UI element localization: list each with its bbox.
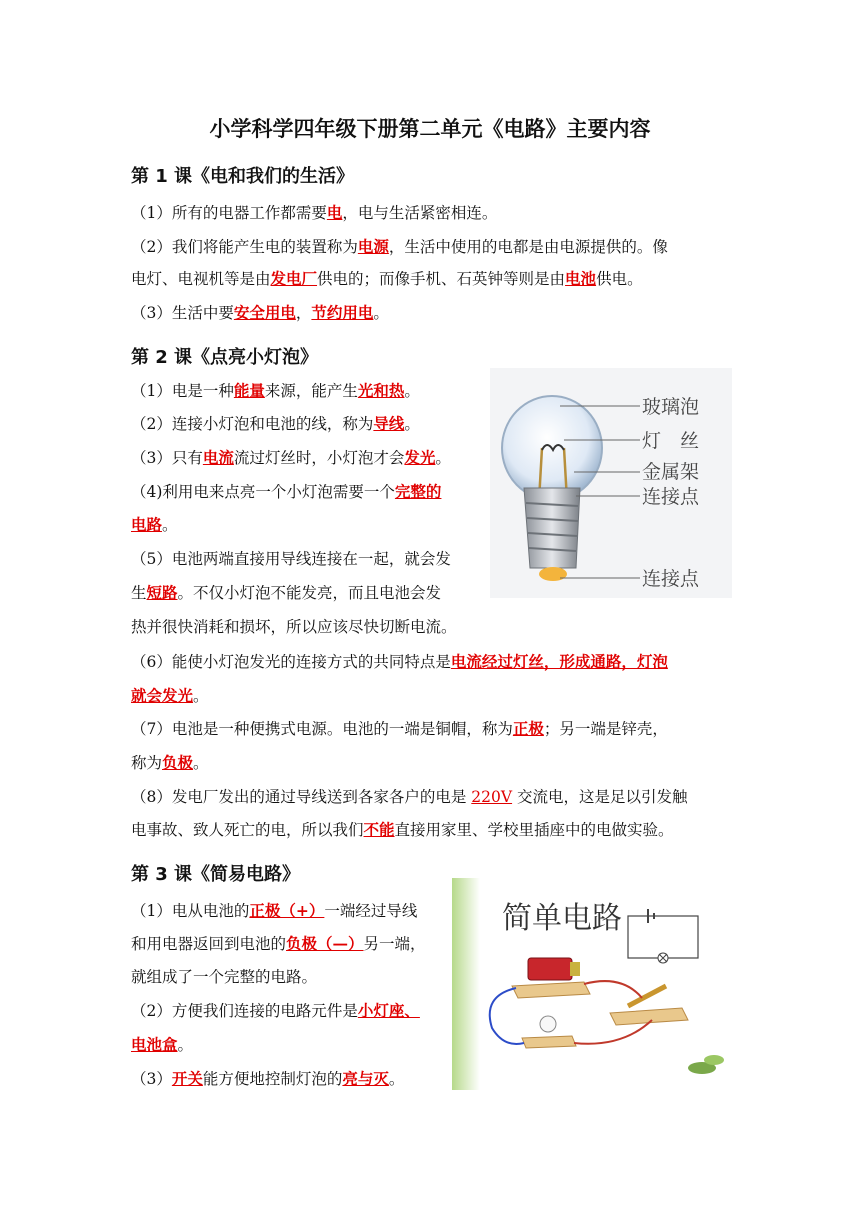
label-glass: 玻璃泡 [642, 396, 700, 418]
lesson-2-line-12: 称为负极。 [131, 753, 209, 772]
lesson-3-heading: 第 3 课《简易电路》 [131, 864, 301, 885]
lesson-2-line-4: （4)利用电来点亮一个小灯泡需要一个完整的 [131, 482, 442, 501]
lesson-1-heading: 第 1 课《电和我们的生活》 [131, 166, 355, 187]
label-metal-frame: 金属架 [642, 461, 700, 483]
label-contact-1: 连接点 [642, 486, 700, 508]
circuit-figure-title: 简单电路 [502, 901, 622, 936]
lesson-2-line-14: 电事故、致人死亡的电，所以我们不能直接用家里、学校里插座中的电做实验。 [131, 820, 674, 839]
lesson-2-line-2: （2）连接小灯泡和电池的线，称为导线。 [131, 414, 420, 433]
lesson-3-line-6: （3）开关能方便地控制灯泡的亮与灭。 [131, 1069, 405, 1088]
lesson-3-line-2: 和用电器返回到电池的负极（—）另一端， [131, 934, 426, 953]
lesson-3-line-5: 电池盒。 [131, 1035, 194, 1054]
label-filament: 灯 丝 [642, 430, 700, 452]
lesson-3-line-1: （1）电从电池的正极（+）一端经过导线 [131, 901, 418, 920]
lesson-2-line-7: 生短路。不仅小灯泡不能发亮，而且电池会发 [131, 583, 442, 602]
lesson-2-line-11: （7）电池是一种便携式电源。电池的一端是铜帽，称为正极；另一端是锌壳， [131, 719, 668, 738]
lesson-2-line-10: 就会发光。 [131, 686, 209, 705]
light-bulb-diagram [490, 368, 732, 598]
lesson-2-line-9: （6）能使小灯泡发光的连接方式的共同特点是电流经过灯丝，形成通路，灯泡 [131, 652, 668, 671]
simple-circuit-diagram [452, 878, 732, 1090]
lesson-1-line-3: 电灯、电视机等是由发电厂供电的；而像手机、石英钟等则是由电池供电。 [131, 269, 643, 288]
lesson-3-line-4: （2）方便我们连接的电路元件是小灯座、 [131, 1001, 420, 1020]
lesson-1-line-2: （2）我们将能产生电的装置称为电源，生活中使用的电都是由电源提供的。像 [131, 237, 668, 256]
lesson-1-line-4: （3）生活中要安全用电，节约用电。 [131, 303, 389, 322]
lesson-2-line-1: （1）电是一种能量来源，能产生光和热。 [131, 381, 420, 400]
lesson-2-heading: 第 2 课《点亮小灯泡》 [131, 347, 319, 368]
lesson-2-line-5: 电路。 [131, 515, 178, 534]
label-contact-2: 连接点 [642, 568, 700, 590]
lesson-2-line-6: （5）电池两端直接用导线连接在一起，就会发 [131, 550, 451, 568]
page-title: 小学科学四年级下册第二单元《电路》主要内容 [209, 117, 651, 141]
lesson-2-line-3: （3）只有电流流过灯丝时，小灯泡才会发光。 [131, 448, 451, 467]
lesson-2-line-13: （8）发电厂发出的通过导线送到各家各户的电是 220V 交流电，这是足以引发触 [131, 788, 688, 806]
lesson-3-line-3: 就组成了一个完整的电路。 [131, 968, 318, 986]
lesson-2-line-8: 热并很快消耗和损坏，所以应该尽快切断电流。 [131, 618, 457, 636]
lesson-1-line-1: （1）所有的电器工作都需要电，电与生活紧密相连。 [131, 203, 498, 222]
